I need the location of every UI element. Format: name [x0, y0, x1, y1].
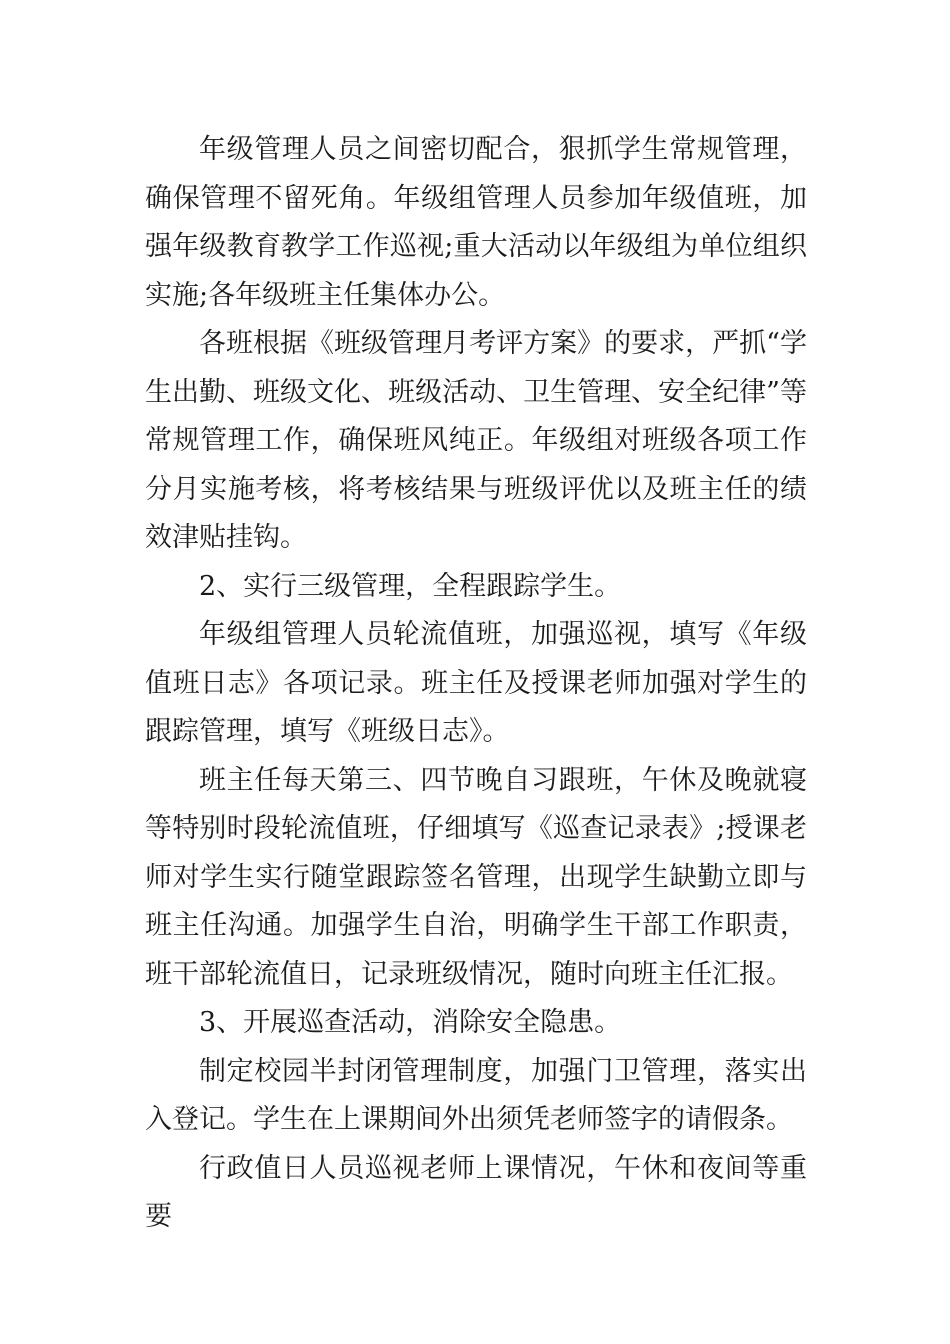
- paragraph-duty-rotation: 年级组管理人员轮流值班，加强巡视，填写《年级值班日志》各项记录。班主任及授课老师加强对学生的跟踪管理，填写《班级日志》。: [145, 619, 807, 747]
- paragraph-admin-patrol: 行政值日人员巡视老师上课情况，午休和夜间等重要: [145, 1152, 807, 1232]
- document-body: [145, 126, 807, 1242]
- paragraph-class-assessment: 各班根据《班级管理月考评方案》的要求，严抓“学生出勤、班级文化、班级活动、卫生管理、安全纪律”等常规管理工作，确保班风纯正。年级组对班级各项工作分月实施考核，将考核结果与班级评优以及班主任的绩效津贴挂钩。: [145, 328, 807, 553]
- paragraph-head-teacher-duty: 班主任每天第三、四节晚自习跟班，午休及晚就寝等特别时段轮流值班，仔细填写《巡查记录表》;授课老师对学生实行随堂跟踪签名管理，出现学生缺勤立即与班主任沟通。加强学生自治，明确学生干部工作职责，班干部轮流值日，记录班级情况，随时向班主任汇报。: [145, 764, 807, 990]
- heading-patrol-activities: 3、开展巡查活动，消除安全隐患。: [199, 1007, 622, 1038]
- heading-three-level-management: 2、实行三级管理，全程跟踪学生。: [199, 570, 622, 602]
- paragraph-campus-management: 制定校园半封闭管理制度，加强门卫管理，落实出入登记。学生在上课期间外出须凭老师签字的请假条。: [145, 1055, 807, 1135]
- paragraph-grade-cooperation: 年级管理人员之间密切配合，狠抓学生常规管理，确保管理不留死角。年级组管理人员参加年级值班，加强年级教育教学工作巡视;重大活动以年级组为单位组织实施;各年级班主任集体办公。: [145, 134, 807, 311]
